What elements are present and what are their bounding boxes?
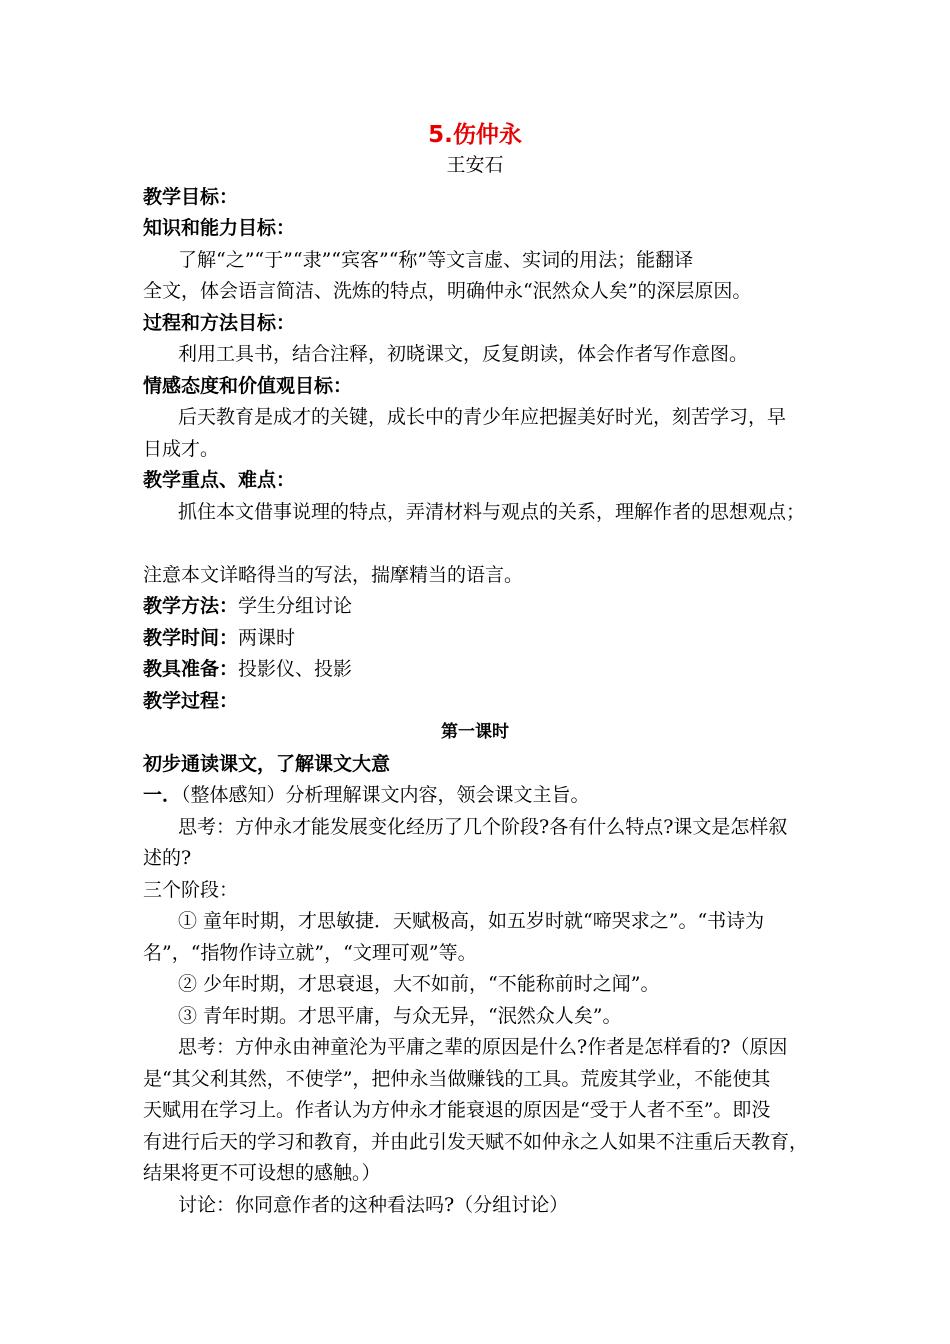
- think-1-line-2: 述的?: [143, 847, 192, 869]
- think-2-line-2: 是“其父利其然，不使学”，把仲永当做赚钱的工具。荒废其学业，不能使其: [143, 1068, 771, 1090]
- document-title: 5.伤仲永: [428, 122, 522, 148]
- lesson-heading: 第一课时: [441, 722, 509, 742]
- tools-label: 教具准备：: [143, 658, 239, 680]
- method-row: [143, 594, 813, 618]
- keypoints-heading: 教学重点、难点：: [143, 469, 296, 491]
- section-heading: 初步通读课文，了解课文大意: [143, 753, 391, 775]
- keypoints-text-line-1: 抓住本文借事说理的特点，弄清材料与观点的关系，理解作者的思想观点；: [178, 501, 806, 523]
- think-2-line-3: 天赋用在学习上。作者认为方仲永才能衰退的原因是“受于人者不至”。即没: [143, 1099, 771, 1121]
- process-text-line-1: 利用工具书，结合注释，初晓课文，反复朗读，体会作者写作意图。: [178, 343, 749, 365]
- item-1-label: 一．: [143, 784, 182, 806]
- knowledge-text-line-2: 全文，体会语言简洁、洗炼的特点，明确仲永“泯然众人矣”的深层原因。: [143, 280, 752, 302]
- stage-1-line-2: 名”，“指物作诗立就”，“文理可观”等。: [143, 942, 477, 964]
- knowledge-heading: 知识和能力目标：: [143, 217, 296, 239]
- procedure-heading: 教学过程：: [143, 690, 239, 712]
- time-label: 教学时间：: [143, 627, 239, 649]
- emotion-heading: 情感态度和价值观目标：: [143, 375, 353, 397]
- emotion-text-line-2: 日成才。: [143, 438, 220, 460]
- time-value: 两课时: [238, 627, 296, 649]
- keypoints-text-line-2: 注意本文详略得当的写法，揣摩精当的语言。: [143, 564, 524, 586]
- document-author: 王安石: [446, 154, 504, 176]
- method-value: 学生分组讨论: [238, 595, 353, 617]
- tools-row: [143, 657, 813, 681]
- objectives-heading: 教学目标：: [143, 186, 239, 208]
- stage-3-line-1: ③ 青年时期。才思平庸，与众无异，“泯然众人矣”。: [178, 1005, 622, 1027]
- item-1-row: [143, 783, 813, 807]
- think-2-line-4: 有进行后天的学习和教育，并由此引发天赋不如仲永之人如果不注重后天教育，: [143, 1131, 809, 1153]
- stage-2-line-1: ② 少年时期，才思衰退，大不如前，“不能称前时之闻”。: [178, 973, 660, 995]
- think-1-line-1: 思考：方仲永才能发展变化经历了几个阶段?各有什么特点?课文是怎样叙: [178, 816, 788, 838]
- process-heading: 过程和方法目标：: [143, 312, 296, 334]
- tools-value: 投影仪、投影: [238, 658, 353, 680]
- method-label: 教学方法：: [143, 595, 239, 617]
- emotion-text-line-1: 后天教育是成才的关键，成长中的青少年应把握美好时光，刻苦学习，早: [178, 406, 787, 428]
- knowledge-text-line-1: 了解“之”“于”“隶”“宾客”“称”等文言虚、实词的用法；能翻译: [178, 249, 694, 271]
- time-row: [143, 626, 813, 650]
- discuss-line-1: 讨论：你同意作者的这种看法吗?（分组讨论）: [178, 1194, 569, 1216]
- think-2-line-5: 结果将更不可设想的感触。）: [143, 1162, 381, 1184]
- stage-1-line-1: ① 童年时期，才思敏捷．天赋极高，如五岁时就“啼哭求之”。“书诗为: [178, 910, 765, 932]
- item-1-text: （整体感知）分析理解课文内容，领会课文主旨。: [181, 784, 590, 806]
- think-2-line-1: 思考：方仲永由神童沦为平庸之辈的原因是什么?作者是怎样看的?（原因: [178, 1036, 788, 1058]
- stages-heading: 三个阶段：: [143, 879, 239, 901]
